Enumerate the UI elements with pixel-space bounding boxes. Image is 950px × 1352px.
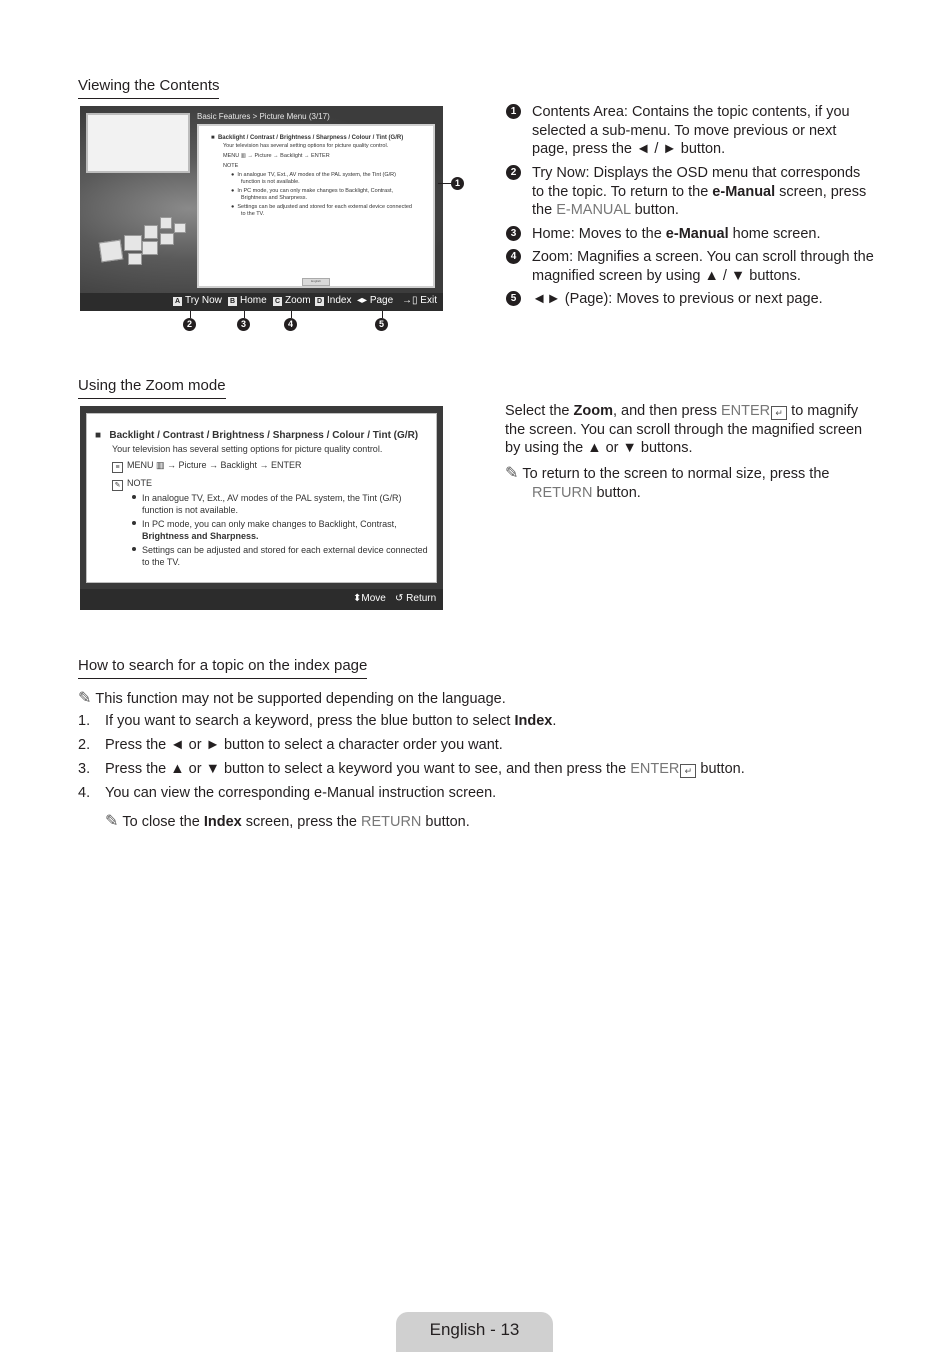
- zoom-note-bullet: In analogue TV, Ext., AV modes of the PAL system, the Tint (G/R): [132, 493, 401, 503]
- menu-note-icon: ≡: [112, 462, 123, 473]
- desc-try-now: Try Now: Displays the OSD menu that corresponds to the topic. To return to the e-Manual screen, press the E-MANUAL button.: [532, 165, 867, 218]
- content-subtitle: Your television has several setting options for picture quality control.: [223, 143, 389, 149]
- callout-leader-5: [382, 311, 383, 318]
- menu-tiles-graphic: [98, 211, 188, 281]
- index-button: D Index: [316, 295, 352, 306]
- left-right-arrows-icon: ◂▸: [357, 295, 368, 306]
- callout-leader-4: [291, 311, 292, 318]
- index-language-note: ✎ This function may not be supported depending on the language.: [78, 690, 506, 707]
- emanual-screen-illustration: [80, 106, 443, 311]
- callout-3: 3: [237, 318, 250, 331]
- index-close-note: ✎ To close the Index screen, press the RETURN button.: [105, 813, 470, 830]
- pencil-note-icon: ✎: [105, 813, 119, 830]
- thumbnail-panel: [86, 113, 190, 173]
- zoom-note-bullet: In PC mode, you can only make changes to Backlight, Contrast,: [132, 519, 397, 529]
- desc-contents-area: Contents Area: Contains the topic contents, if you selected a sub-menu. To move previous or next page, press the ◄ / ► button.: [532, 104, 850, 157]
- zoom-content-title: ■ Backlight / Contrast / Brightness / Sharpness / Colour / Tint (G/R): [95, 430, 419, 441]
- pencil-note-icon: ✎: [505, 465, 519, 482]
- zoom-note-bullet-cont: Brightness and Sharpness.: [142, 531, 259, 541]
- note-bullet: ● In analogue TV, Ext., AV modes of the PAL system, the Tint (G/R): [231, 172, 396, 178]
- note-label: NOTE: [223, 163, 239, 169]
- zoom-note-label: ✎ NOTE: [112, 478, 152, 491]
- home-button: B Home: [229, 295, 267, 306]
- index-step-4: 4. You can view the corresponding e-Manual instruction screen.: [78, 785, 497, 801]
- zoomed-contents-area: [86, 413, 437, 583]
- callout-leader-1: [438, 183, 452, 184]
- zoom-menu-path: ≡ MENU ▥ → Picture → Backlight → ENTER: [112, 460, 302, 473]
- callout-leader-3: [244, 311, 245, 318]
- return-icon: ↺: [395, 593, 404, 604]
- index-step-1: 1. If you want to search a keyword, press the blue button to select Index.: [78, 713, 557, 729]
- zoom-screen-illustration: [80, 406, 443, 610]
- desc-number-4: 4: [506, 249, 521, 264]
- callout-2: 2: [183, 318, 196, 331]
- desc-page: ◄► (Page): Moves to previous or next page.: [532, 291, 823, 307]
- desc-number-1: 1: [506, 104, 521, 119]
- desc-number-5: 5: [506, 291, 521, 306]
- exit-icon: →▯: [402, 295, 418, 306]
- callout-5: 5: [375, 318, 388, 331]
- heading-index-search: How to search for a topic on the index page: [78, 657, 367, 679]
- contents-area: [197, 124, 435, 288]
- desc-zoom: Zoom: Magnifies a screen. You can scroll through the magnified screen by using ▲ / ▼ buttons.: [532, 249, 874, 284]
- enter-icon: ↵: [680, 764, 696, 778]
- language-button: English: [302, 278, 330, 286]
- note-bullet: ● In PC mode, you can only make changes to Backlight, Contrast,: [231, 188, 393, 194]
- note-bullet-cont: to the TV.: [241, 211, 265, 217]
- zoom-note-bullet: Settings can be adjusted and stored for each external device connected: [132, 545, 428, 555]
- heading-viewing-contents: Viewing the Contents: [78, 77, 219, 99]
- try-now-button: A Try Now: [174, 295, 222, 306]
- zoom-footer-bar: [80, 589, 443, 610]
- zoom-return-note: ✎ To return to the screen to normal size, press the RETURN button.: [505, 465, 830, 501]
- index-step-3: 3. Press the ▲ or ▼ button to select a keyword you want to see, and then press the ENTER ↵ button.: [78, 761, 745, 777]
- content-title: ■ Backlight / Contrast / Brightness / Sharpness / Colour / Tint (G/R): [211, 135, 404, 141]
- return-hint: ↺ Return: [395, 593, 437, 604]
- up-down-arrows-icon: ⬍: [353, 593, 362, 604]
- menu-path: MENU ▥ → Picture → Backlight → ENTER: [223, 153, 330, 159]
- pencil-note-icon: ✎: [78, 690, 92, 707]
- zoom-content-subtitle: Your television has several setting options for picture quality control.: [112, 444, 383, 454]
- page-number-tab: English - 13: [396, 1312, 553, 1352]
- note-bullet-cont: function is not available.: [241, 179, 300, 185]
- enter-icon: ↵: [771, 406, 787, 420]
- desc-number-2: 2: [506, 165, 521, 180]
- breadcrumb: Basic Features > Picture Menu (3/17): [197, 112, 330, 121]
- note-bullet: ● Settings can be adjusted and stored for each external device connected: [231, 204, 412, 210]
- zoom-note-bullet-cont: function is not available.: [142, 505, 239, 515]
- zoom-description: Select the Zoom, and then press ENTER ↵ to magnify the screen. You can scroll through the magnified screen by using the ▲ or ▼ buttons.: [505, 403, 863, 456]
- callout-leader-2: [190, 311, 191, 318]
- callout-1: 1: [451, 177, 464, 190]
- screen-footer-bar: [80, 293, 443, 311]
- callout-4: 4: [284, 318, 297, 331]
- exit-button: →▯ Exit: [402, 295, 437, 306]
- desc-number-3: 3: [506, 226, 521, 241]
- page-button: ◂▸ Page: [357, 295, 394, 306]
- index-step-2: 2. Press the ◄ or ► button to select a character order you want.: [78, 737, 503, 753]
- zoom-button: C Zoom: [274, 295, 311, 306]
- heading-zoom-mode: Using the Zoom mode: [78, 377, 226, 399]
- move-hint: ⬍Move: [353, 593, 386, 604]
- zoom-note-bullet-cont: to the TV.: [142, 557, 181, 567]
- desc-home: Home: Moves to the e-Manual home screen.: [532, 226, 821, 242]
- note-icon: ✎: [112, 480, 123, 491]
- note-bullet-cont: Brightness and Sharpness.: [241, 195, 308, 201]
